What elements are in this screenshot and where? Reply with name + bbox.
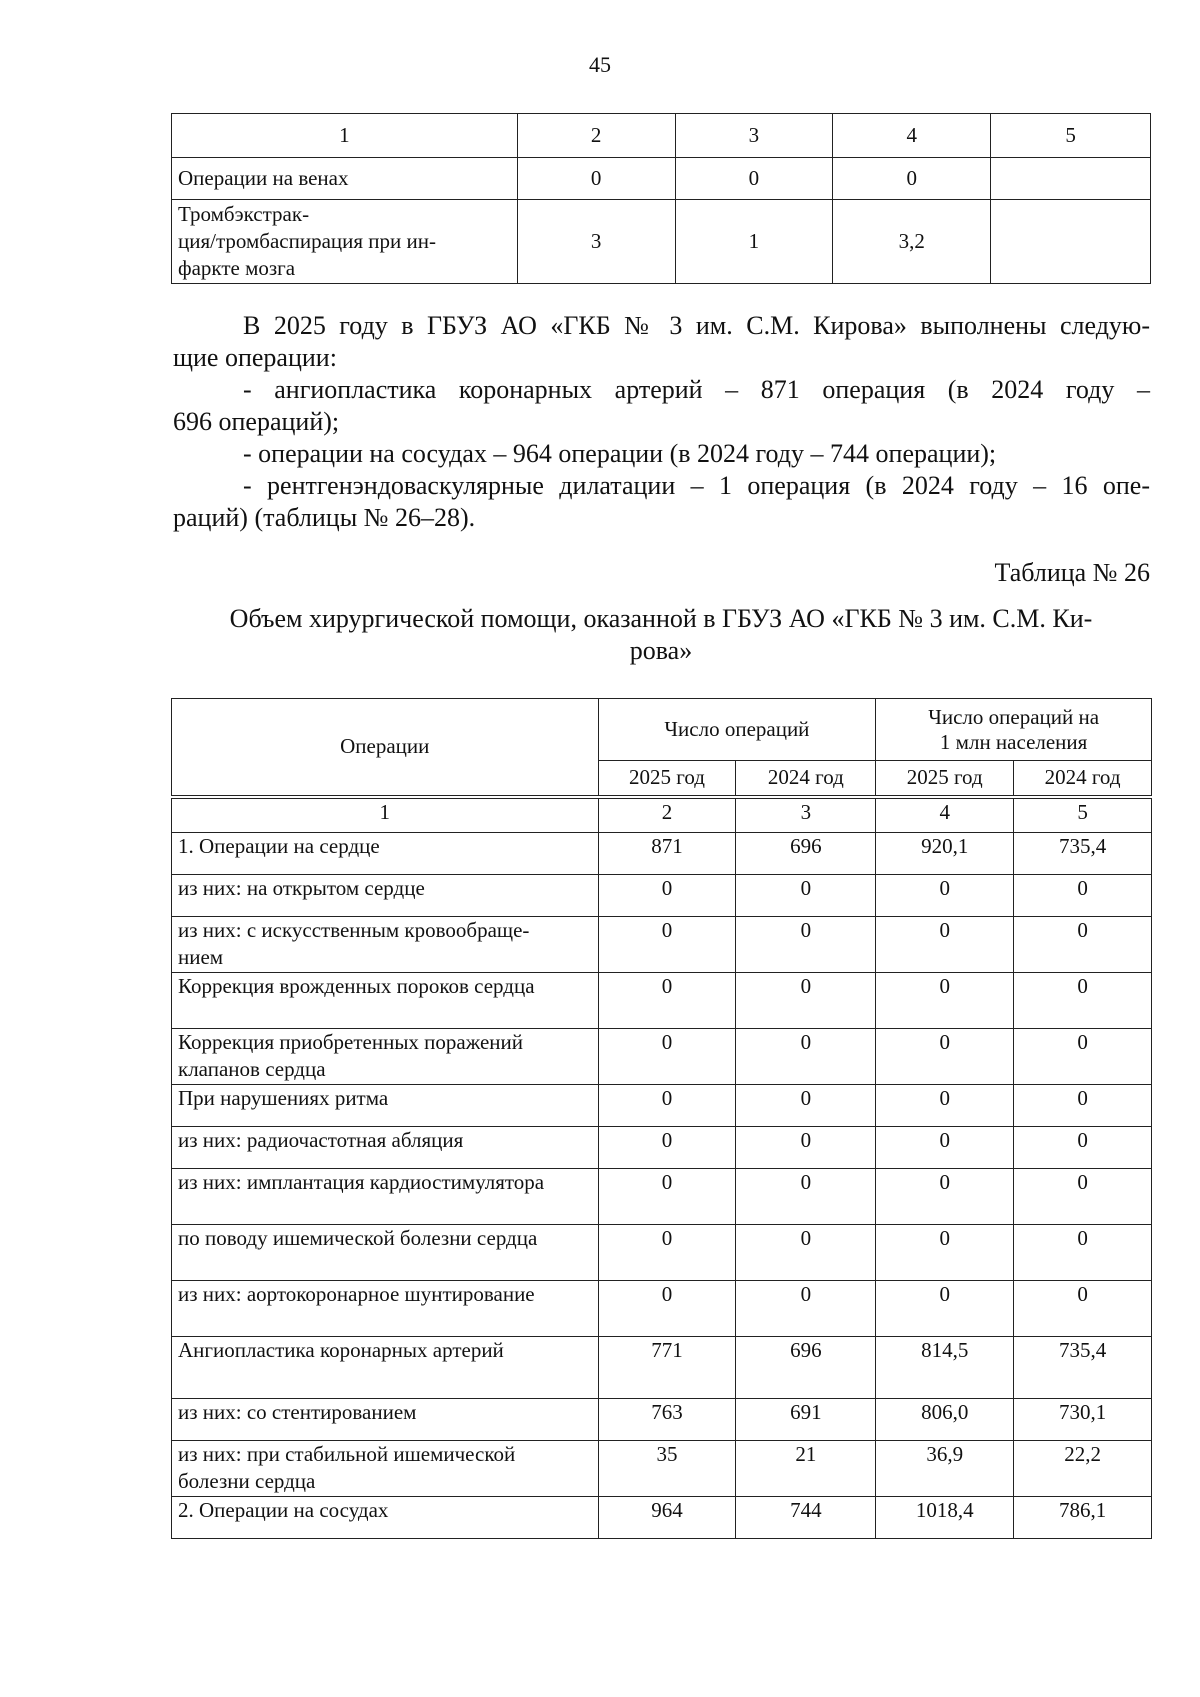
value-cell: 0 [598, 875, 736, 917]
row-label [172, 1497, 599, 1539]
row-label-line: из них: имплантация кардиостимулятора [178, 1170, 545, 1194]
row-label [172, 1225, 599, 1281]
row-label: Операции на венах [172, 158, 518, 200]
column-number: 4 [876, 797, 1014, 833]
year-header: 2025 год [876, 761, 1014, 797]
header-cell: 3 [675, 114, 833, 158]
table-row [172, 917, 1152, 973]
table-row [172, 1497, 1152, 1539]
row-label-line: 2. Операции на сосудах [178, 1498, 389, 1522]
row-label-line: 1. Операции на сердце [178, 834, 380, 858]
value-cell: 0 [1014, 1085, 1152, 1127]
value-cell: 0 [598, 917, 736, 973]
value-cell: 0 [1014, 1127, 1152, 1169]
value-cell: 0 [1014, 1169, 1152, 1225]
value-cell: 0 [876, 1225, 1014, 1281]
row-label-line: нием [178, 945, 224, 969]
value-cell: 0 [675, 158, 833, 200]
value-cell: 786,1 [1014, 1497, 1152, 1539]
value-cell: 1018,4 [876, 1497, 1014, 1539]
table-row [172, 158, 1151, 200]
row-label [172, 200, 518, 284]
row-label [172, 1085, 599, 1127]
value-cell: 0 [1014, 1029, 1152, 1085]
table-row [172, 1169, 1152, 1225]
continuation-table [171, 113, 1151, 284]
value-cell: 964 [598, 1497, 736, 1539]
row-label-line: из них: со стентированием [178, 1400, 417, 1424]
header-line: 1 млн населения [939, 729, 1088, 754]
value-cell: 0 [876, 973, 1014, 1029]
row-label [172, 1169, 599, 1225]
per-million-column-header [876, 699, 1152, 761]
value-cell: 0 [598, 1127, 736, 1169]
value-cell: 0 [736, 1127, 876, 1169]
value-cell: 3,2 [833, 200, 991, 284]
table-number-label: Таблица № 26 [994, 558, 1150, 587]
column-number: 3 [736, 797, 876, 833]
value-cell: 871 [598, 833, 736, 875]
value-cell: 0 [876, 917, 1014, 973]
text-line: - операции на сосудах – 964 операции (в 2024 году – 744 операции); [243, 439, 997, 468]
row-label-line: ция/тромбаспирация при ин- [178, 229, 436, 253]
value-cell: 735,4 [1014, 833, 1152, 875]
value-cell: 21 [736, 1441, 876, 1497]
table-row [172, 1337, 1152, 1399]
count-column-header: Число операций [598, 699, 876, 761]
year-header: 2024 год [1014, 761, 1152, 797]
value-cell: 696 [736, 833, 876, 875]
column-number: 5 [1014, 797, 1152, 833]
text-line: - ангиопластика коронарных артерий – 871 операция (в 2024 году – [243, 375, 1150, 404]
value-cell: 0 [736, 1085, 876, 1127]
value-cell: 735,4 [1014, 1337, 1152, 1399]
row-label [172, 833, 599, 875]
value-cell: 771 [598, 1337, 736, 1399]
table-row [172, 1399, 1152, 1441]
value-cell: 0 [1014, 875, 1152, 917]
row-label-line: Ангиопластика коронарных артерий [178, 1338, 504, 1362]
caption-line: рова» [629, 636, 693, 665]
year-header: 2024 год [736, 761, 876, 797]
paragraph-vessels [173, 438, 1150, 470]
table-row [172, 1085, 1152, 1127]
column-number-row [172, 797, 1152, 833]
table-body [172, 833, 1152, 1539]
table-header-row [172, 699, 1152, 761]
paragraph-dilatation [173, 470, 1150, 534]
value-cell: 814,5 [876, 1337, 1014, 1399]
value-cell: 0 [876, 875, 1014, 917]
value-cell: 0 [876, 1029, 1014, 1085]
text-line: В 2025 году в ГБУЗ АО «ГКБ № 3 им. С.М. Кирова» выполнены следую- [243, 311, 1150, 340]
value-cell: 0 [598, 1029, 736, 1085]
row-label-line: по поводу ишемической болезни сердца [178, 1226, 538, 1250]
value-cell: 0 [833, 158, 991, 200]
value-cell: 0 [736, 917, 876, 973]
value-cell: 691 [736, 1399, 876, 1441]
value-cell: 0 [1014, 973, 1152, 1029]
text-line: щие операции: [173, 343, 337, 372]
value-cell [991, 158, 1151, 200]
table-row [172, 973, 1152, 1029]
row-label [172, 917, 599, 973]
value-cell: 0 [736, 1225, 876, 1281]
value-cell: 0 [598, 1085, 736, 1127]
text-line: раций) (таблицы № 26–28). [173, 503, 476, 532]
value-cell: 920,1 [876, 833, 1014, 875]
row-label-line: Коррекция приобретенных поражений [178, 1030, 524, 1054]
table-row [172, 875, 1152, 917]
header-line: Число операций на [928, 704, 1100, 729]
paragraph-intro [173, 310, 1150, 374]
value-cell: 763 [598, 1399, 736, 1441]
row-label-line: фаркте мозга [178, 256, 296, 280]
value-cell: 0 [598, 1169, 736, 1225]
value-cell: 0 [1014, 917, 1152, 973]
value-cell: 0 [598, 1281, 736, 1337]
value-cell [991, 200, 1151, 284]
value-cell: 1 [675, 200, 833, 284]
table-row [172, 1281, 1152, 1337]
table-caption [171, 603, 1151, 667]
surgery-volume-table [171, 698, 1152, 1539]
header-cell: 1 [172, 114, 518, 158]
value-cell: 0 [736, 875, 876, 917]
row-label [172, 1127, 599, 1169]
row-label [172, 1029, 599, 1085]
header-cell: 5 [991, 114, 1151, 158]
value-cell: 0 [736, 1029, 876, 1085]
row-label [172, 875, 599, 917]
value-cell: 0 [736, 1281, 876, 1337]
value-cell: 0 [1014, 1225, 1152, 1281]
value-cell: 22,2 [1014, 1441, 1152, 1497]
value-cell: 0 [598, 1225, 736, 1281]
row-label-line: клапанов сердца [178, 1057, 326, 1081]
row-label-line: из них: радиочастотная абляция [178, 1128, 464, 1152]
paragraph-angioplasty [173, 374, 1150, 438]
value-cell: 0 [876, 1281, 1014, 1337]
row-label-line: Коррекция врожденных пороков сердца [178, 974, 535, 998]
row-label [172, 1281, 599, 1337]
value-cell: 0 [517, 158, 675, 200]
row-label-line: из них: аортокоронарное шунтирование [178, 1282, 535, 1306]
value-cell: 0 [736, 1169, 876, 1225]
value-cell: 0 [736, 973, 876, 1029]
caption-line: Объем хирургической помощи, оказанной в ГБУЗ АО «ГКБ № 3 им. С.М. Ки- [229, 604, 1093, 633]
column-number: 2 [598, 797, 736, 833]
value-cell: 806,0 [876, 1399, 1014, 1441]
value-cell: 744 [736, 1497, 876, 1539]
value-cell: 730,1 [1014, 1399, 1152, 1441]
table-row [172, 833, 1152, 875]
header-cell: 4 [833, 114, 991, 158]
continuation-header-row [172, 114, 1151, 158]
text-line: 696 операций); [173, 407, 340, 436]
value-cell: 0 [876, 1085, 1014, 1127]
value-cell: 0 [876, 1169, 1014, 1225]
text-line: - рентгенэндоваскулярные дилатации – 1 операция (в 2024 году – 16 опе- [243, 471, 1150, 500]
row-label-line: из них: на открытом сердце [178, 876, 425, 900]
table-row [172, 1029, 1152, 1085]
row-label [172, 1441, 599, 1497]
table-row [172, 1225, 1152, 1281]
table-row [172, 200, 1151, 284]
operations-column-header: Операции [172, 699, 599, 797]
row-label-line: Тромбэкстрак- [178, 202, 310, 226]
row-label-line: При нарушениях ритма [178, 1086, 389, 1110]
value-cell: 0 [876, 1127, 1014, 1169]
value-cell: 36,9 [876, 1441, 1014, 1497]
value-cell: 0 [1014, 1281, 1152, 1337]
row-label [172, 1399, 599, 1441]
table-row [172, 1127, 1152, 1169]
value-cell: 3 [517, 200, 675, 284]
value-cell: 696 [736, 1337, 876, 1399]
value-cell: 0 [598, 973, 736, 1029]
value-cell: 35 [598, 1441, 736, 1497]
table-row [172, 1441, 1152, 1497]
year-header: 2025 год [598, 761, 736, 797]
column-number: 1 [172, 797, 599, 833]
row-label [172, 973, 599, 1029]
row-label-line: из них: при стабильной ишемической [178, 1442, 516, 1466]
row-label-line: из них: с искусственным кровообраще- [178, 918, 530, 942]
page-number: 45 [589, 52, 611, 77]
header-cell: 2 [517, 114, 675, 158]
row-label-line: болезни сердца [178, 1469, 316, 1493]
row-label [172, 1337, 599, 1399]
